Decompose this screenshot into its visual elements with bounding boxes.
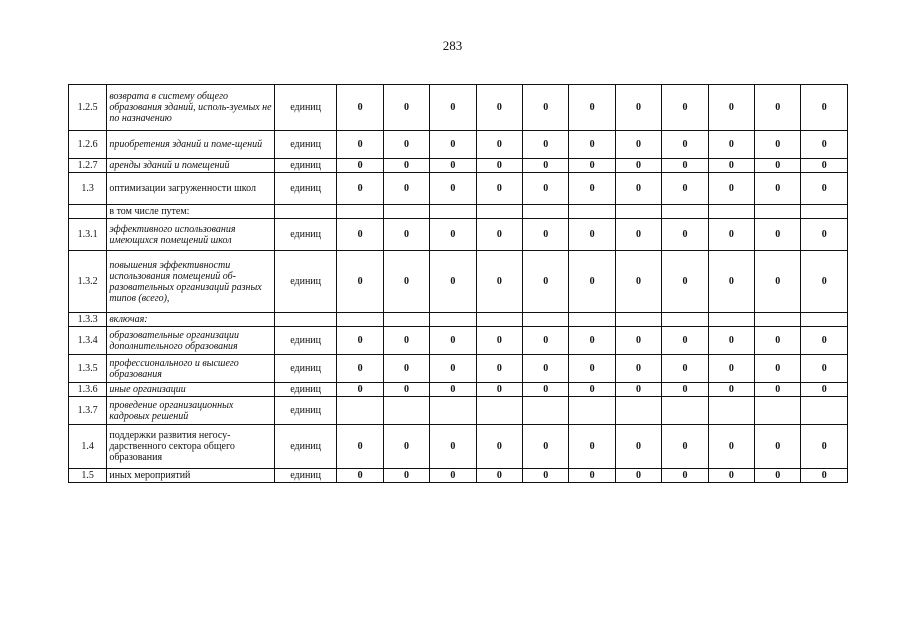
value-cell: 0 [383, 251, 429, 313]
row-unit: единиц [274, 469, 337, 483]
value-cell [801, 313, 848, 327]
value-cell: 0 [569, 85, 615, 131]
row-unit: единиц [274, 383, 337, 397]
row-unit: единиц [274, 251, 337, 313]
value-cell: 0 [523, 219, 569, 251]
row-number: 1.3.5 [69, 355, 107, 383]
value-cell: 0 [337, 383, 383, 397]
table-body [69, 85, 848, 483]
row-unit: единиц [274, 327, 337, 355]
value-cell: 0 [662, 383, 708, 397]
value-cell: 0 [337, 131, 383, 159]
value-cell: 0 [430, 425, 476, 469]
value-cell [708, 313, 754, 327]
value-cell: 0 [615, 251, 661, 313]
value-cell: 0 [801, 355, 848, 383]
row-description: приобретения зданий и поме-щений [107, 131, 275, 159]
table-row [69, 159, 848, 173]
value-cell: 0 [569, 327, 615, 355]
value-cell: 0 [615, 355, 661, 383]
value-cell: 0 [430, 327, 476, 355]
value-cell [383, 313, 429, 327]
value-cell [755, 205, 801, 219]
row-number: 1.2.5 [69, 85, 107, 131]
value-cell: 0 [383, 85, 429, 131]
table-row [69, 313, 848, 327]
row-description: аренды зданий и помещений [107, 159, 275, 173]
row-unit [274, 205, 337, 219]
value-cell: 0 [708, 159, 754, 173]
value-cell [708, 397, 754, 425]
value-cell: 0 [662, 327, 708, 355]
value-cell: 0 [801, 131, 848, 159]
row-unit: единиц [274, 355, 337, 383]
value-cell: 0 [755, 219, 801, 251]
value-cell: 0 [430, 219, 476, 251]
value-cell: 0 [430, 469, 476, 483]
row-unit [274, 313, 337, 327]
row-unit: единиц [274, 131, 337, 159]
page-number: 283 [442, 38, 463, 53]
value-cell: 0 [755, 159, 801, 173]
value-cell: 0 [569, 425, 615, 469]
row-number [69, 205, 107, 219]
value-cell [801, 205, 848, 219]
value-cell: 0 [383, 327, 429, 355]
value-cell [615, 313, 661, 327]
value-cell: 0 [708, 425, 754, 469]
value-cell: 0 [801, 159, 848, 173]
value-cell: 0 [755, 85, 801, 131]
value-cell [476, 205, 522, 219]
value-cell: 0 [337, 85, 383, 131]
value-cell [569, 313, 615, 327]
value-cell: 0 [337, 469, 383, 483]
value-cell: 0 [755, 173, 801, 205]
table-row [69, 355, 848, 383]
row-description: эффективного использования имеющихся помещений школ [107, 219, 275, 251]
value-cell [523, 205, 569, 219]
value-cell: 0 [662, 131, 708, 159]
value-cell: 0 [337, 159, 383, 173]
value-cell: 0 [755, 355, 801, 383]
value-cell: 0 [523, 251, 569, 313]
value-cell: 0 [755, 425, 801, 469]
row-unit: единиц [274, 219, 337, 251]
value-cell: 0 [755, 131, 801, 159]
value-cell: 0 [569, 383, 615, 397]
value-cell: 0 [662, 469, 708, 483]
value-cell: 0 [708, 355, 754, 383]
row-number: 1.3.2 [69, 251, 107, 313]
value-cell: 0 [383, 469, 429, 483]
table-row [69, 397, 848, 425]
row-number: 1.3.4 [69, 327, 107, 355]
value-cell: 0 [801, 383, 848, 397]
value-cell: 0 [476, 173, 522, 205]
row-description: профессионального и высшего образования [107, 355, 275, 383]
row-description: возврата в систему общего образования зданий, исполь-зуемых не по назначению [107, 85, 275, 131]
value-cell: 0 [615, 383, 661, 397]
value-cell [337, 397, 383, 425]
value-cell: 0 [801, 251, 848, 313]
value-cell: 0 [708, 219, 754, 251]
row-number: 1.3.1 [69, 219, 107, 251]
row-number: 1.5 [69, 469, 107, 483]
value-cell: 0 [801, 425, 848, 469]
value-cell: 0 [755, 251, 801, 313]
value-cell [755, 397, 801, 425]
value-cell: 0 [801, 327, 848, 355]
value-cell: 0 [383, 173, 429, 205]
value-cell [476, 397, 522, 425]
table-row [69, 425, 848, 469]
value-cell: 0 [476, 85, 522, 131]
value-cell: 0 [476, 469, 522, 483]
value-cell: 0 [662, 159, 708, 173]
value-cell: 0 [708, 327, 754, 355]
value-cell: 0 [569, 173, 615, 205]
table-row [69, 85, 848, 131]
value-cell [662, 313, 708, 327]
value-cell: 0 [615, 131, 661, 159]
value-cell [708, 205, 754, 219]
value-cell: 0 [430, 355, 476, 383]
value-cell: 0 [569, 159, 615, 173]
value-cell: 0 [430, 173, 476, 205]
value-cell: 0 [430, 159, 476, 173]
value-cell [476, 313, 522, 327]
value-cell: 0 [801, 219, 848, 251]
value-cell [523, 397, 569, 425]
row-number: 1.3 [69, 173, 107, 205]
value-cell: 0 [755, 327, 801, 355]
value-cell: 0 [383, 159, 429, 173]
value-cell: 0 [662, 355, 708, 383]
value-cell: 0 [569, 219, 615, 251]
value-cell [383, 205, 429, 219]
value-cell: 0 [615, 173, 661, 205]
value-cell: 0 [523, 327, 569, 355]
row-number: 1.3.3 [69, 313, 107, 327]
value-cell: 0 [337, 327, 383, 355]
value-cell: 0 [523, 173, 569, 205]
value-cell: 0 [523, 159, 569, 173]
value-cell [662, 205, 708, 219]
value-cell: 0 [476, 219, 522, 251]
value-cell [383, 397, 429, 425]
value-cell: 0 [615, 159, 661, 173]
table-row [69, 173, 848, 205]
value-cell [430, 205, 476, 219]
row-unit: единиц [274, 425, 337, 469]
value-cell: 0 [476, 355, 522, 383]
row-unit: единиц [274, 397, 337, 425]
value-cell: 0 [615, 469, 661, 483]
value-cell [569, 397, 615, 425]
value-cell: 0 [755, 383, 801, 397]
value-cell: 0 [569, 131, 615, 159]
row-unit: единиц [274, 159, 337, 173]
value-cell: 0 [708, 131, 754, 159]
value-cell [337, 205, 383, 219]
value-cell: 0 [708, 251, 754, 313]
row-unit: единиц [274, 85, 337, 131]
table-row [69, 219, 848, 251]
row-description: повышения эффективности использования помещений об-разовательных организаций разных типов (всего), [107, 251, 275, 313]
data-table [68, 84, 848, 483]
value-cell: 0 [662, 173, 708, 205]
table-row [69, 469, 848, 483]
row-description: иные организации [107, 383, 275, 397]
value-cell: 0 [430, 383, 476, 397]
value-cell: 0 [476, 251, 522, 313]
value-cell: 0 [615, 219, 661, 251]
value-cell: 0 [337, 173, 383, 205]
value-cell [801, 397, 848, 425]
row-description: оптимизации загруженности школ [107, 173, 275, 205]
value-cell: 0 [383, 131, 429, 159]
value-cell: 0 [708, 383, 754, 397]
row-description: образовательные организации дополнительного образования [107, 327, 275, 355]
row-description: проведение организационных кадровых решений [107, 397, 275, 425]
value-cell: 0 [523, 425, 569, 469]
value-cell: 0 [383, 425, 429, 469]
value-cell: 0 [430, 85, 476, 131]
table-row [69, 131, 848, 159]
value-cell: 0 [337, 355, 383, 383]
row-number: 1.3.6 [69, 383, 107, 397]
value-cell: 0 [383, 219, 429, 251]
value-cell [662, 397, 708, 425]
row-description: включая: [107, 313, 275, 327]
row-description: поддержки развития негосу-дарственного сектора общего образования [107, 425, 275, 469]
value-cell: 0 [337, 425, 383, 469]
table-row [69, 327, 848, 355]
value-cell: 0 [708, 469, 754, 483]
value-cell: 0 [523, 131, 569, 159]
value-cell: 0 [337, 219, 383, 251]
value-cell: 0 [337, 251, 383, 313]
value-cell: 0 [430, 251, 476, 313]
value-cell: 0 [476, 383, 522, 397]
value-cell: 0 [569, 355, 615, 383]
value-cell: 0 [476, 159, 522, 173]
row-description: иных мероприятий [107, 469, 275, 483]
value-cell: 0 [708, 173, 754, 205]
value-cell: 0 [801, 469, 848, 483]
value-cell: 0 [708, 85, 754, 131]
value-cell [430, 313, 476, 327]
value-cell: 0 [523, 355, 569, 383]
row-number: 1.3.7 [69, 397, 107, 425]
value-cell: 0 [801, 173, 848, 205]
value-cell: 0 [615, 327, 661, 355]
table-row [69, 251, 848, 313]
value-cell: 0 [569, 251, 615, 313]
row-number: 1.2.7 [69, 159, 107, 173]
row-number: 1.4 [69, 425, 107, 469]
value-cell: 0 [662, 219, 708, 251]
row-description: в том числе путем: [107, 205, 275, 219]
value-cell: 0 [662, 425, 708, 469]
value-cell: 0 [755, 469, 801, 483]
value-cell: 0 [662, 251, 708, 313]
value-cell: 0 [430, 131, 476, 159]
row-unit: единиц [274, 173, 337, 205]
value-cell: 0 [569, 469, 615, 483]
value-cell [569, 205, 615, 219]
value-cell [523, 313, 569, 327]
value-cell: 0 [801, 85, 848, 131]
value-cell: 0 [476, 425, 522, 469]
row-number: 1.2.6 [69, 131, 107, 159]
value-cell [615, 397, 661, 425]
value-cell: 0 [476, 131, 522, 159]
value-cell: 0 [383, 355, 429, 383]
value-cell: 0 [383, 383, 429, 397]
value-cell [615, 205, 661, 219]
table-row [69, 205, 848, 219]
value-cell: 0 [615, 85, 661, 131]
table-row [69, 383, 848, 397]
value-cell: 0 [476, 327, 522, 355]
value-cell [755, 313, 801, 327]
value-cell: 0 [662, 85, 708, 131]
value-cell: 0 [615, 425, 661, 469]
value-cell: 0 [523, 383, 569, 397]
value-cell: 0 [523, 469, 569, 483]
value-cell [430, 397, 476, 425]
value-cell [337, 313, 383, 327]
value-cell: 0 [523, 85, 569, 131]
